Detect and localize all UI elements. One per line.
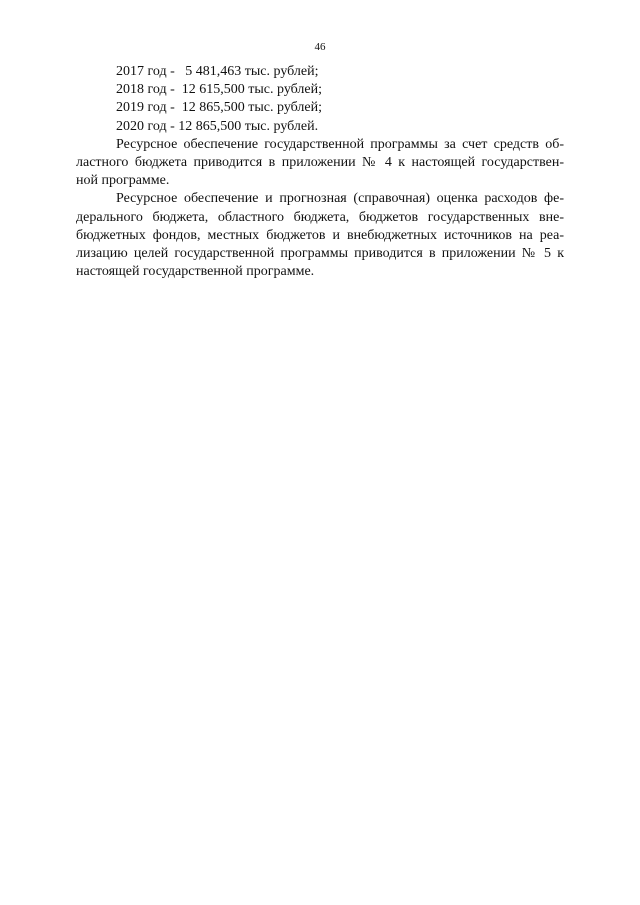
funding-2017: 2017 год - 5 481,463 тыс. рублей; (116, 64, 319, 79)
page-number: 46 (314, 41, 326, 53)
funding-2019: 2019 год - 12 865,500 тыс. рублей; (116, 100, 323, 116)
paragraph-forecast-estimate (76, 190, 564, 281)
paragraph-line: ластного бюджета приводится в приложении № 4 к настоящей государствен- (76, 155, 564, 171)
paragraph-line: Ресурсное обеспечение и прогнозная (справочная) оценка расходов фе- (116, 191, 564, 207)
paragraph-line: ной программе. (76, 173, 170, 189)
funding-2020: 2020 год - 12 865,500 тыс. рублей. (116, 118, 319, 134)
paragraph-line: настоящей государственной программе. (76, 264, 315, 280)
paragraph-line: лизацию целей государственной программы приводится в приложении № 5 к (76, 246, 564, 262)
paragraph-line: Ресурсное обеспечение государственной программы за счет средств об- (116, 136, 564, 152)
funding-2018: 2018 год - 12 615,500 тыс. рублей; (116, 82, 323, 98)
paragraph-line: бюджетных фондов, местных бюджетов и внебюджетных источников на реа- (76, 227, 564, 243)
paragraph-regional-budget (76, 136, 564, 191)
yearly-funding-list (76, 63, 564, 136)
document-body (76, 63, 564, 281)
paragraph-line: дерального бюджета, областного бюджета, бюджетов государственных вне- (76, 209, 564, 225)
